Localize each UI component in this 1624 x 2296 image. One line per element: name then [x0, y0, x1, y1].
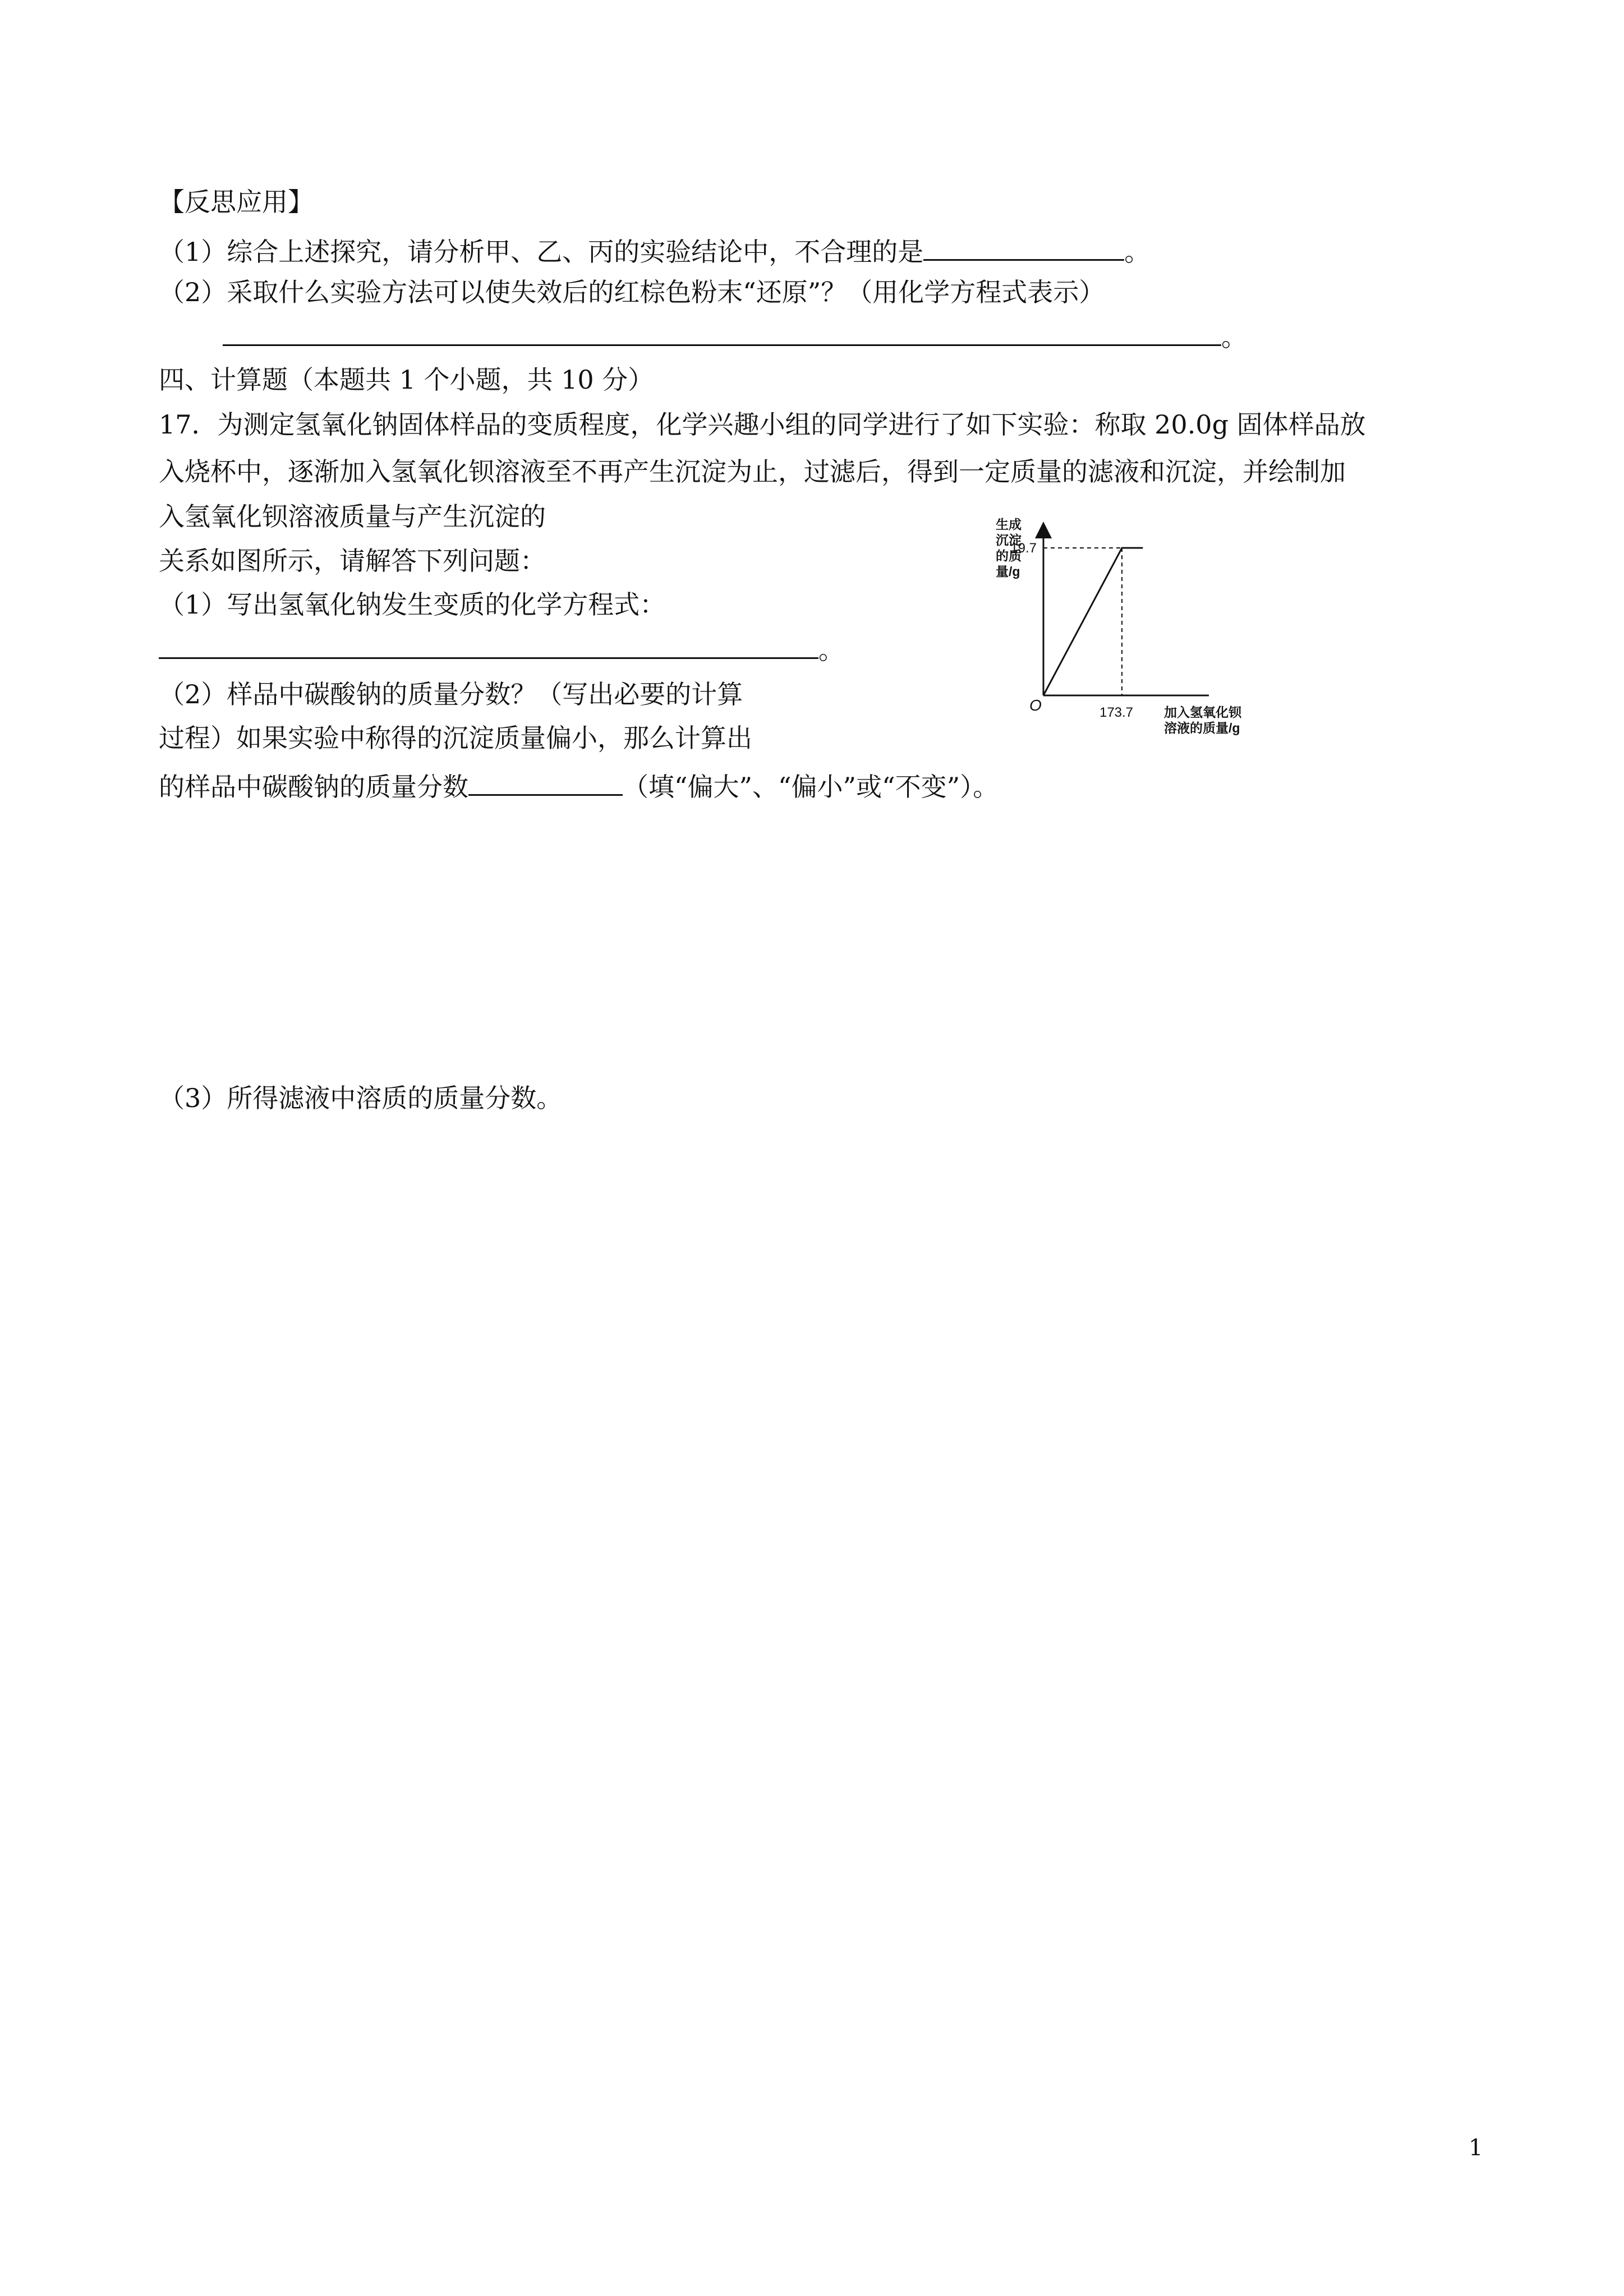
q17-sub-2-line-3 [159, 769, 999, 803]
x-axis-label-line-1: 加入氢氧化钡 [1164, 705, 1241, 720]
x-axis-label-line-2: 溶液的质量/g [1164, 721, 1240, 735]
q17-line-3: 入氢氧化钡溶液质量与产生沉淀的 [159, 501, 546, 532]
q17-sub-1-answer-line [159, 633, 844, 666]
q17-sub-1-end: 。 [818, 635, 844, 665]
q17-sub-1: （1）写出氢氧化钠发生变质的化学方程式： [159, 589, 666, 620]
y-axis-label-line-1: 生成 [996, 517, 1022, 532]
reflection-q1-text: （1）综合上述探究，请分析甲、乙、丙的实验结论中，不合理的是 [159, 237, 924, 267]
reflection-q2-answer-line [223, 320, 1247, 353]
q17-line-4: 关系如图所示，请解答下列问题： [159, 546, 546, 576]
reflection-heading: 【反思应用】 [159, 187, 314, 217]
y-axis-label-line-3: 的质 [996, 548, 1022, 563]
reflection-q1-answer-blank[interactable] [923, 234, 1124, 261]
page-number: 1 [1469, 2135, 1483, 2161]
data-series-line [1043, 548, 1143, 695]
reflection-q2-end: 。 [1221, 322, 1247, 352]
q17-line-2: 入烧杯中，逐渐加入氢氧化钡溶液至不再产生沉淀为止，过滤后，得到一定质量的滤液和沉淀，并绘制加 [159, 457, 1346, 487]
q17-sub-2-text: 的样品中碳酸钠的质量分数 [159, 772, 468, 802]
x-tick-label: 173.7 [1099, 705, 1134, 720]
reflection-q2-answer-blank[interactable] [223, 320, 1221, 346]
origin-label: O [1029, 697, 1042, 714]
precipitate-mass-graph [954, 505, 1313, 751]
q17-sub-2-answer-blank[interactable] [468, 769, 623, 796]
reflection-question-1 [159, 234, 1150, 268]
section-4-heading: 四、计算题（本题共 1 个小题，共 10 分） [159, 365, 654, 395]
reflection-q1-end: 。 [1124, 237, 1151, 267]
q17-sub-3: （3）所得滤液中溶质的质量分数。 [159, 1083, 563, 1113]
q17-line-1: 17．为测定氢氧化钠固体样品的变质程度，化学兴趣小组的同学进行了如下实验：称取 20.0g 固体样品放 [159, 409, 1366, 440]
y-tick-label: 19.7 [1010, 541, 1037, 556]
q17-sub-2-options: （填“偏大”、“偏小”或“不变”）。 [623, 772, 999, 802]
q17-sub-1-answer-blank[interactable] [159, 633, 818, 659]
reflection-question-2: （2）采取什么实验方法可以使失效后的红棕色粉末“还原”？（用化学方程式表示） [159, 277, 1105, 307]
q17-sub-2-line-1: （2）样品中碳酸钠的质量分数？（写出必要的计算 [159, 679, 743, 709]
y-axis-label-line-2: 沉淀 [996, 533, 1022, 547]
y-axis-label-line-4: 量/g [996, 564, 1020, 579]
q17-sub-2-line-2: 过程）如果实验中称得的沉淀质量偏小，那么计算出 [159, 723, 752, 753]
